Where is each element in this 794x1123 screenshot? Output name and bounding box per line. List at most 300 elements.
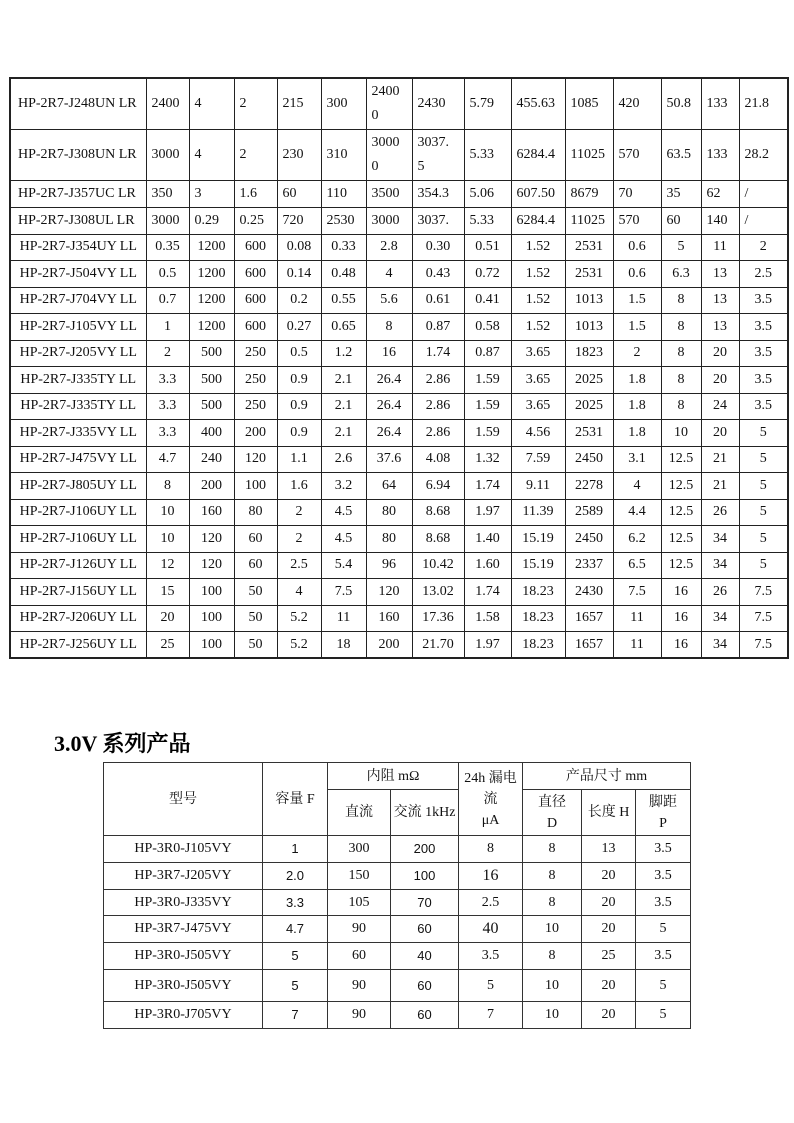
value-cell: 10 — [523, 916, 582, 943]
value-cell: 10 — [146, 499, 189, 526]
value-cell: 5.2 — [277, 632, 321, 659]
value-cell: 3.65 — [511, 367, 565, 394]
value-cell: 215 — [277, 78, 321, 129]
value-cell: 8 — [366, 314, 412, 341]
value-cell: 1.97 — [464, 499, 511, 526]
value-cell: 6284.4 — [511, 207, 565, 234]
value-cell: 230 — [277, 129, 321, 180]
value-cell: 1.52 — [511, 287, 565, 314]
value-cell: 1200 — [189, 261, 234, 288]
value-cell: 11 — [613, 632, 661, 659]
value-cell: 250 — [234, 367, 277, 394]
value-cell: 13 — [701, 314, 739, 341]
value-cell: / — [739, 207, 788, 234]
table-row — [10, 605, 788, 632]
spec-table-3r0-body — [104, 836, 691, 1029]
value-cell: 8 — [661, 314, 701, 341]
value-cell: 300 — [321, 78, 366, 129]
value-cell: 9.11 — [511, 473, 565, 500]
value-cell: 2278 — [565, 473, 613, 500]
value-cell: 18.23 — [511, 605, 565, 632]
table-row — [104, 890, 691, 916]
value-cell: 2.5 — [739, 261, 788, 288]
value-cell: 500 — [189, 340, 234, 367]
value-cell: 2 — [234, 129, 277, 180]
model-cell: HP-2R7-J256UY LL — [10, 632, 146, 659]
table-row — [104, 863, 691, 890]
value-cell: 16 — [366, 340, 412, 367]
model-cell: HP-3R7-J205VY — [104, 863, 263, 890]
value-cell: 4.5 — [321, 526, 366, 553]
value-cell: 1.1 — [277, 446, 321, 473]
value-cell: 3.1 — [613, 446, 661, 473]
value-cell: 20 — [582, 970, 636, 1002]
value-cell: 5 — [739, 420, 788, 447]
spec-table-3r0-header — [104, 763, 691, 836]
table-row — [10, 340, 788, 367]
value-cell: 300 — [328, 836, 391, 863]
value-cell: 0.6 — [613, 261, 661, 288]
value-cell: 1.5 — [613, 287, 661, 314]
value-cell: 2450 — [565, 446, 613, 473]
value-cell: 2 — [234, 78, 277, 129]
value-cell: 420 — [613, 78, 661, 129]
value-cell: 1 — [146, 314, 189, 341]
value-cell: 63.5 — [661, 129, 701, 180]
value-cell: 10 — [523, 1002, 582, 1029]
value-cell: 10 — [523, 970, 582, 1002]
value-cell: 100 — [189, 579, 234, 606]
value-cell: 16 — [661, 605, 701, 632]
value-cell: 12.5 — [661, 499, 701, 526]
value-cell: 0.9 — [277, 393, 321, 420]
value-cell: 2.86 — [412, 367, 464, 394]
value-cell: 3 — [189, 180, 234, 207]
model-cell: HP-2R7-J504VY LL — [10, 261, 146, 288]
value-cell: 1.74 — [464, 473, 511, 500]
value-cell: 2.0 — [263, 863, 328, 890]
value-cell: 12.5 — [661, 526, 701, 553]
value-cell: 11025 — [565, 129, 613, 180]
value-cell: 24 — [701, 393, 739, 420]
value-cell: 2530 — [321, 207, 366, 234]
value-cell: 11025 — [565, 207, 613, 234]
value-cell: 6.5 — [613, 552, 661, 579]
value-cell: 10.42 — [412, 552, 464, 579]
value-cell: 5 — [661, 234, 701, 261]
value-cell: 6.94 — [412, 473, 464, 500]
value-cell: 0.5 — [277, 340, 321, 367]
value-cell: 600 — [234, 234, 277, 261]
table-row — [104, 1002, 691, 1029]
value-cell: 2.86 — [412, 393, 464, 420]
value-cell: 1.59 — [464, 420, 511, 447]
value-cell: 13 — [582, 836, 636, 863]
model-cell: HP-2R7-J335TY LL — [10, 393, 146, 420]
value-cell: 1.6 — [277, 473, 321, 500]
header-leakage-unit: μA — [481, 812, 500, 828]
value-cell: 1.8 — [613, 393, 661, 420]
value-cell: 100 — [234, 473, 277, 500]
value-cell: 3037.5 — [412, 129, 464, 180]
value-cell: 8679 — [565, 180, 613, 207]
value-cell: 6.3 — [661, 261, 701, 288]
value-cell: 17.36 — [412, 605, 464, 632]
value-cell: 1200 — [189, 287, 234, 314]
value-cell: 133 — [701, 129, 739, 180]
value-cell: 5 — [459, 970, 523, 1002]
value-cell: 12 — [146, 552, 189, 579]
value-cell: 1200 — [189, 314, 234, 341]
header-row — [104, 763, 691, 790]
value-cell: 16 — [661, 632, 701, 659]
table-row — [10, 314, 788, 341]
model-cell: HP-2R7-J308UL LR — [10, 207, 146, 234]
value-cell: 4 — [277, 579, 321, 606]
section-title: 3.0V 系列产品 — [54, 731, 191, 756]
value-cell: 354.3 — [412, 180, 464, 207]
value-cell: 5 — [636, 970, 691, 1002]
value-cell: 16 — [661, 579, 701, 606]
value-cell: 35 — [661, 180, 701, 207]
value-cell: 7 — [263, 1002, 328, 1029]
header-leakage-label: 24h 漏电流 — [464, 770, 517, 807]
value-cell: 4.7 — [146, 446, 189, 473]
value-cell: 21 — [701, 473, 739, 500]
value-cell: 4 — [366, 261, 412, 288]
value-cell: 8 — [146, 473, 189, 500]
value-cell: 34 — [701, 526, 739, 553]
value-cell: 2531 — [565, 420, 613, 447]
value-cell: 0.87 — [464, 340, 511, 367]
value-cell: 250 — [234, 340, 277, 367]
header-internal-resistance: 内阻 mΩ — [328, 763, 459, 790]
value-cell: 133 — [701, 78, 739, 129]
value-cell: 60 — [277, 180, 321, 207]
value-cell: 240 — [189, 446, 234, 473]
value-cell: 20 — [146, 605, 189, 632]
header-diameter — [523, 790, 582, 836]
value-cell: 26.4 — [366, 393, 412, 420]
value-cell: 1.59 — [464, 393, 511, 420]
value-cell: 600 — [234, 261, 277, 288]
value-cell: 7.5 — [739, 579, 788, 606]
value-cell: 2 — [277, 526, 321, 553]
table-row — [10, 180, 788, 207]
table-row — [104, 916, 691, 943]
value-cell: 60 — [661, 207, 701, 234]
value-cell: 60 — [391, 916, 459, 943]
value-cell: 26 — [701, 579, 739, 606]
value-cell: 0.41 — [464, 287, 511, 314]
value-cell: 350 — [146, 180, 189, 207]
value-cell: 1.58 — [464, 605, 511, 632]
model-cell: HP-2R7-J805UY LL — [10, 473, 146, 500]
value-cell: 1.97 — [464, 632, 511, 659]
value-cell: 20 — [582, 890, 636, 916]
spec-table-2r7-body — [10, 78, 788, 658]
value-cell: 1657 — [565, 632, 613, 659]
value-cell: 15 — [146, 579, 189, 606]
value-cell: 20 — [701, 367, 739, 394]
value-cell: 2450 — [565, 526, 613, 553]
value-cell: 8 — [661, 367, 701, 394]
header-model: 型号 — [104, 763, 263, 836]
value-cell: 120 — [234, 446, 277, 473]
value-cell: 60 — [328, 943, 391, 970]
model-cell: HP-2R7-J105VY LL — [10, 314, 146, 341]
model-cell: HP-2R7-J357UC LR — [10, 180, 146, 207]
table-row — [10, 234, 788, 261]
value-cell: 62 — [701, 180, 739, 207]
value-cell: 2 — [146, 340, 189, 367]
value-cell: 8 — [523, 890, 582, 916]
value-cell: 2531 — [565, 261, 613, 288]
value-cell: 3000 — [366, 207, 412, 234]
value-cell: 1.8 — [613, 420, 661, 447]
value-cell: 5.2 — [277, 605, 321, 632]
value-cell: 37.6 — [366, 446, 412, 473]
table-row — [10, 367, 788, 394]
value-cell: 0.9 — [277, 367, 321, 394]
value-cell: 13 — [701, 261, 739, 288]
value-cell: 8 — [661, 393, 701, 420]
value-cell: 1657 — [565, 605, 613, 632]
value-cell: 4 — [189, 129, 234, 180]
table-row — [104, 970, 691, 1002]
model-cell: HP-3R0-J705VY — [104, 1002, 263, 1029]
value-cell: 3.5 — [459, 943, 523, 970]
value-cell: 7.5 — [739, 632, 788, 659]
value-cell: 3.5 — [739, 393, 788, 420]
value-cell: 70 — [391, 890, 459, 916]
value-cell: 8 — [661, 340, 701, 367]
value-cell: 310 — [321, 129, 366, 180]
header-diameter-unit: D — [546, 815, 558, 831]
value-cell: 2 — [739, 234, 788, 261]
value-cell: 0.29 — [189, 207, 234, 234]
value-cell: 2.5 — [277, 552, 321, 579]
value-cell: 3.3 — [263, 890, 328, 916]
model-cell: HP-2R7-J308UN LR — [10, 129, 146, 180]
value-cell: 3.5 — [636, 863, 691, 890]
value-cell: 0.55 — [321, 287, 366, 314]
value-cell: 2 — [277, 499, 321, 526]
value-cell: 5.79 — [464, 78, 511, 129]
value-cell: 50 — [234, 632, 277, 659]
header-leakage — [459, 763, 523, 836]
value-cell: 6.2 — [613, 526, 661, 553]
value-cell: 0.87 — [412, 314, 464, 341]
value-cell: 150 — [328, 863, 391, 890]
value-cell: 10 — [146, 526, 189, 553]
value-cell: 90 — [328, 1002, 391, 1029]
value-cell: 96 — [366, 552, 412, 579]
value-cell: 60 — [391, 970, 459, 1002]
table-row — [10, 129, 788, 180]
value-cell: 5 — [739, 473, 788, 500]
value-cell: 8.68 — [412, 526, 464, 553]
table-row — [10, 632, 788, 659]
value-cell: 11 — [701, 234, 739, 261]
value-cell: 4.5 — [321, 499, 366, 526]
value-cell: 13 — [701, 287, 739, 314]
value-cell: 105 — [328, 890, 391, 916]
value-cell: 3.5 — [739, 340, 788, 367]
value-cell: 120 — [366, 579, 412, 606]
value-cell: 3.3 — [146, 420, 189, 447]
value-cell: 0.65 — [321, 314, 366, 341]
model-cell: HP-2R7-J106UY LL — [10, 526, 146, 553]
value-cell: 21 — [701, 446, 739, 473]
value-cell: 11 — [613, 605, 661, 632]
value-cell: 600 — [234, 314, 277, 341]
value-cell: 5.33 — [464, 129, 511, 180]
model-cell: HP-2R7-J126UY LL — [10, 552, 146, 579]
value-cell: 21.8 — [739, 78, 788, 129]
value-cell: 50 — [234, 579, 277, 606]
value-cell: 2.5 — [459, 890, 523, 916]
value-cell: 3.3 — [146, 367, 189, 394]
value-cell: 2.8 — [366, 234, 412, 261]
spec-table-3r0-series — [103, 762, 691, 1029]
value-cell: 0.27 — [277, 314, 321, 341]
value-cell: 12.5 — [661, 552, 701, 579]
value-cell: 3000 — [146, 207, 189, 234]
value-cell: 1.74 — [464, 579, 511, 606]
header-pitch-label: 脚距 — [649, 794, 678, 810]
value-cell: 26 — [701, 499, 739, 526]
value-cell: 570 — [613, 207, 661, 234]
value-cell: 1.40 — [464, 526, 511, 553]
value-cell: 0.43 — [412, 261, 464, 288]
value-cell: 0.2 — [277, 287, 321, 314]
value-cell: 8 — [523, 863, 582, 890]
value-cell: 0.51 — [464, 234, 511, 261]
value-cell: 570 — [613, 129, 661, 180]
value-cell: 0.48 — [321, 261, 366, 288]
value-cell: 8 — [523, 836, 582, 863]
value-cell: 2.1 — [321, 367, 366, 394]
value-cell: 3.2 — [321, 473, 366, 500]
value-cell: 0.35 — [146, 234, 189, 261]
value-cell: 5 — [739, 552, 788, 579]
value-cell: 200 — [366, 632, 412, 659]
header-pitch-unit: P — [659, 815, 667, 831]
value-cell: 607.50 — [511, 180, 565, 207]
value-cell: 1.60 — [464, 552, 511, 579]
value-cell: 70 — [613, 180, 661, 207]
value-cell: 1823 — [565, 340, 613, 367]
model-cell: HP-3R0-J505VY — [104, 970, 263, 1002]
value-cell: 20 — [701, 420, 739, 447]
value-cell: 5 — [636, 1002, 691, 1029]
model-cell: HP-2R7-J335TY LL — [10, 367, 146, 394]
model-cell: HP-2R7-J206UY LL — [10, 605, 146, 632]
value-cell: 5 — [263, 970, 328, 1002]
value-cell: 25 — [582, 943, 636, 970]
value-cell: 7.59 — [511, 446, 565, 473]
value-cell: 2337 — [565, 552, 613, 579]
table-row — [10, 552, 788, 579]
value-cell: 1.32 — [464, 446, 511, 473]
value-cell: 90 — [328, 916, 391, 943]
value-cell: 3.5 — [739, 367, 788, 394]
value-cell: 15.19 — [511, 526, 565, 553]
value-cell: 1.8 — [613, 367, 661, 394]
value-cell: 2589 — [565, 499, 613, 526]
value-cell: 1 — [263, 836, 328, 863]
value-cell: 15.19 — [511, 552, 565, 579]
value-cell: 2025 — [565, 367, 613, 394]
value-cell: 11 — [321, 605, 366, 632]
value-cell: 3.3 — [146, 393, 189, 420]
model-cell: HP-2R7-J704VY LL — [10, 287, 146, 314]
table-row — [10, 261, 788, 288]
model-cell: HP-3R7-J475VY — [104, 916, 263, 943]
value-cell: 6284.4 — [511, 129, 565, 180]
header-product-size: 产品尺寸 mm — [523, 763, 691, 790]
value-cell: 13.02 — [412, 579, 464, 606]
value-cell: 26.4 — [366, 367, 412, 394]
value-cell: 0.72 — [464, 261, 511, 288]
value-cell: 30000 — [366, 129, 412, 180]
value-cell: 1085 — [565, 78, 613, 129]
value-cell: 2400 — [146, 78, 189, 129]
header-capacity: 容量 F — [263, 763, 328, 836]
table-row — [10, 420, 788, 447]
value-cell: 3.5 — [636, 890, 691, 916]
value-cell: 3.65 — [511, 393, 565, 420]
value-cell: 5 — [739, 499, 788, 526]
value-cell: 5.33 — [464, 207, 511, 234]
table-row — [10, 78, 788, 129]
value-cell: 7.5 — [321, 579, 366, 606]
value-cell: 1013 — [565, 287, 613, 314]
value-cell: 2430 — [565, 579, 613, 606]
value-cell: 18.23 — [511, 632, 565, 659]
header-diameter-label: 直径 — [538, 794, 567, 810]
value-cell: 8 — [459, 836, 523, 863]
value-cell: 80 — [366, 499, 412, 526]
value-cell: 200 — [189, 473, 234, 500]
value-cell: 2531 — [565, 234, 613, 261]
value-cell: 1.5 — [613, 314, 661, 341]
value-cell: 5 — [636, 916, 691, 943]
value-cell: 16 — [459, 863, 523, 890]
value-cell: 3.5 — [739, 287, 788, 314]
value-cell: 1013 — [565, 314, 613, 341]
value-cell: 500 — [189, 367, 234, 394]
value-cell: 3.5 — [739, 314, 788, 341]
value-cell: 3500 — [366, 180, 412, 207]
value-cell: 8 — [661, 287, 701, 314]
value-cell: 100 — [391, 863, 459, 890]
value-cell: 25 — [146, 632, 189, 659]
header-dc: 直流 — [328, 790, 391, 836]
value-cell: 3.65 — [511, 340, 565, 367]
value-cell: 100 — [189, 632, 234, 659]
value-cell: 0.08 — [277, 234, 321, 261]
value-cell: 5.4 — [321, 552, 366, 579]
model-cell: HP-2R7-J156UY LL — [10, 579, 146, 606]
table-row — [10, 473, 788, 500]
value-cell: 18 — [321, 632, 366, 659]
value-cell: 0.58 — [464, 314, 511, 341]
value-cell: 4.4 — [613, 499, 661, 526]
value-cell: 60 — [391, 1002, 459, 1029]
value-cell: 0.7 — [146, 287, 189, 314]
